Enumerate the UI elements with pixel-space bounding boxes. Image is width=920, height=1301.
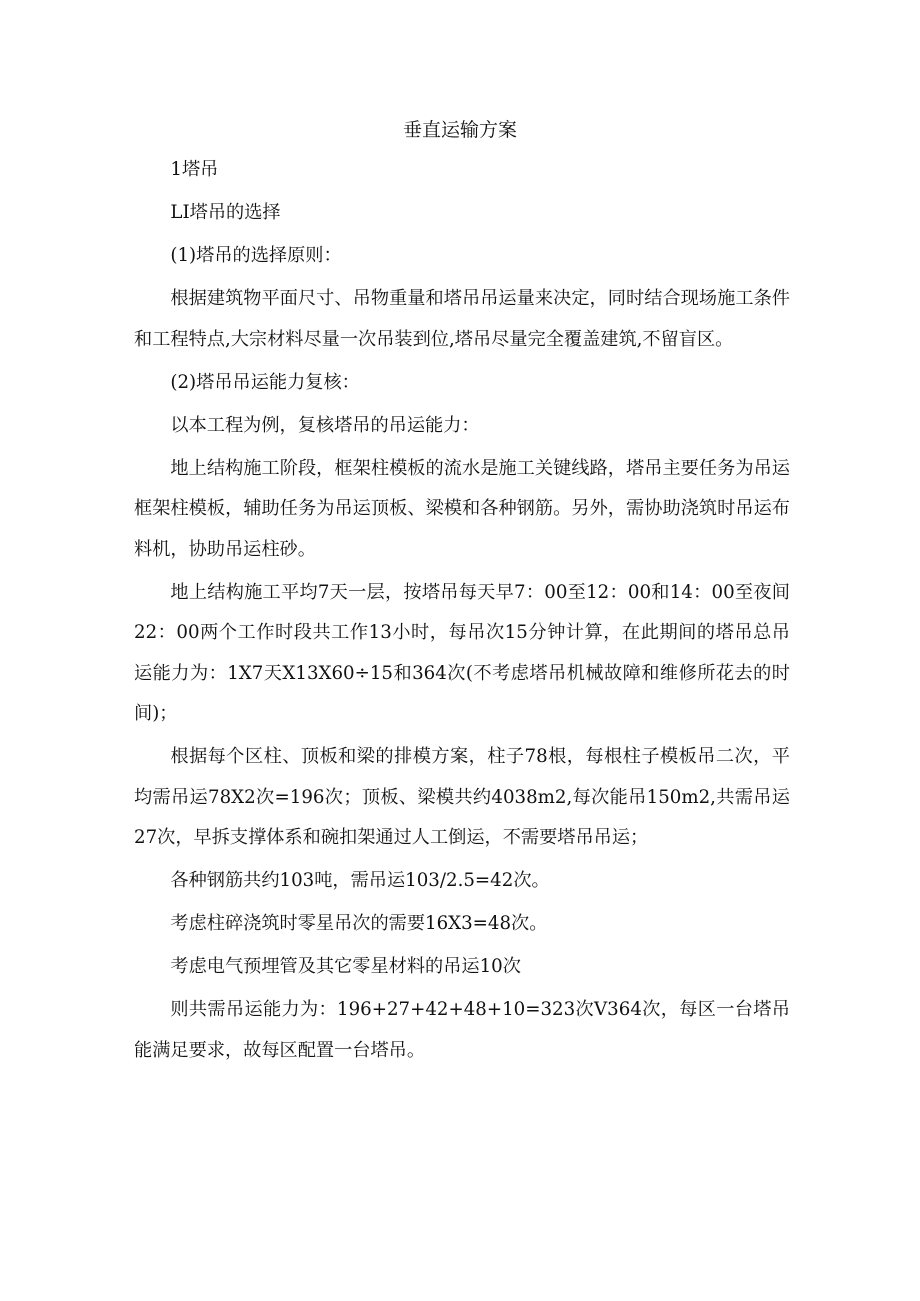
paragraph-misc-lifts: 考虑电气预埋管及其它零星材料的吊运10次 <box>170 956 521 977</box>
item-heading-capacity-check: (2)塔吊吊运能力复核： <box>170 371 360 393</box>
section-heading-tower-crane: 1塔吊 <box>170 159 219 180</box>
paragraph-concrete-lifts: 考虑柱碎浇筑时零星吊次的需要16X3=48次。 <box>170 913 548 934</box>
document-body <box>134 150 790 1074</box>
paragraph-steel-lifts: 各种钢筋共约103吨，需吊运103/2.5=42次。 <box>170 870 550 891</box>
paragraph-capacity-intro: 以本工程为例，复核塔吊的吊运能力： <box>170 414 480 436</box>
subsection-heading-selection: LI塔吊的选择 <box>170 202 281 223</box>
paragraph-conclusion: 则共需吊运能力为：196+27+42+48+10=323次V364次，每区一台塔吊能满足要求，故每区配置一台塔吊。 <box>134 999 790 1061</box>
item-heading-selection-principle: (1)塔吊的选择原则： <box>170 245 342 266</box>
paragraph-selection-principle: 根据建筑物平面尺寸、吊物重量和塔吊吊运量来决定，同时结合现场施工条件和工程特点,大宗材料尽量一次吊装到位,塔吊尽量完全覆盖建筑,不留盲区。 <box>134 288 790 350</box>
paragraph-formwork-lifts: 根据每个区柱、顶板和梁的排模方案，柱子78根，每根柱子模板吊二次，平均需吊运78X2次=196次；顶板、梁模共约4038m2,每次能吊150m2,共需吊运27次，早拆支撑体系和碗扣架通过人工倒运，不需要塔吊吊运； <box>134 746 790 848</box>
paragraph-construction-stage: 地上结构施工阶段，框架柱模板的流水是施工关键线路，塔吊主要任务为吊运框架柱模板，辅助任务为吊运顶板、梁模和各种钢筋。另外，需协助浇筑时吊运布料机，协助吊运柱砂。 <box>134 457 790 560</box>
document-title: 垂直运输方案 <box>402 119 517 141</box>
paragraph-capacity-calculation: 地上结构施工平均7天一层，按塔吊每天早7：00至12：00和14：00至夜间22：00两个工作时段共工作13小时，每吊次15分钟计算，在此期间的塔吊总吊运能力为：1X7天X13X60÷15和364次(不考虑塔吊机械故障和维修所花去的时间)； <box>134 581 790 724</box>
